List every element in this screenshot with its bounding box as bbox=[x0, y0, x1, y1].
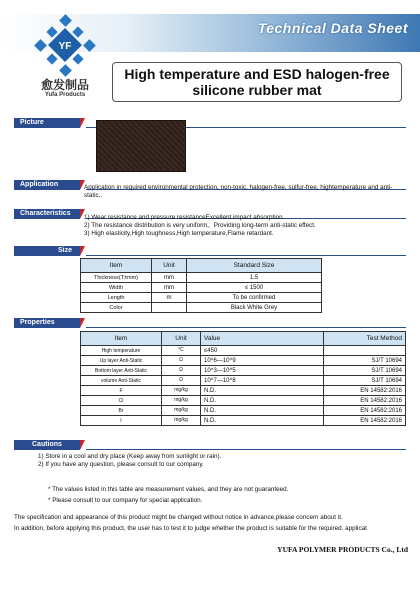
table-cell: SJ/T 10694 bbox=[324, 376, 406, 386]
table-cell: I bbox=[81, 416, 162, 426]
table-row bbox=[81, 283, 322, 293]
table-cell: EN 14582:2016 bbox=[324, 396, 406, 406]
table-cell: mg/kg bbox=[162, 416, 201, 426]
brand-chinese-name: 愈发制品 bbox=[40, 78, 89, 92]
table-cell: N.D. bbox=[201, 386, 324, 396]
table-cell: mm bbox=[152, 273, 187, 283]
prop-header-unit: Unit bbox=[162, 332, 201, 346]
table-cell: Br bbox=[81, 406, 162, 416]
logo-text: YF bbox=[58, 41, 72, 52]
table-cell: ≤ 1500 bbox=[187, 283, 322, 293]
table-cell: To be confirmed bbox=[187, 293, 322, 303]
characteristic-item: 2) The resistance distribution is very uniform。Providing long-term anti-static effect. bbox=[84, 222, 316, 229]
product-title bbox=[113, 66, 401, 98]
table-cell: 1.5 bbox=[187, 273, 322, 283]
table-cell: N.D. bbox=[201, 406, 324, 416]
table-cell: EN 14582:2016 bbox=[324, 386, 406, 396]
table-row bbox=[81, 346, 406, 356]
prop-header-item: Item bbox=[81, 332, 162, 346]
table-cell: 10^3—10^5 bbox=[201, 366, 324, 376]
section-size: Size bbox=[14, 246, 80, 256]
note-item: * Please consult to our company for special application. bbox=[48, 497, 203, 504]
section-characteristics: Characteristics bbox=[14, 209, 80, 219]
prop-header-test-method: Test Method bbox=[324, 332, 406, 346]
section-divider bbox=[86, 327, 406, 328]
table-cell: mg/kg bbox=[162, 386, 201, 396]
document-title: Technical Data Sheet bbox=[257, 20, 408, 36]
product-title-line2: silicone rubber mat bbox=[192, 82, 322, 98]
table-cell: SJ/T 10694 bbox=[324, 366, 406, 376]
table-cell: ≤450 bbox=[201, 346, 324, 356]
table-cell: mg/kg bbox=[162, 406, 201, 416]
table-cell: mg/kg bbox=[162, 396, 201, 406]
table-cell: Up layer Anti-Static bbox=[81, 356, 162, 366]
table-cell: Ω bbox=[162, 376, 201, 386]
section-divider bbox=[86, 449, 406, 450]
section-properties: Properties bbox=[14, 318, 80, 328]
table-row bbox=[81, 376, 406, 386]
table-cell: Cl bbox=[81, 396, 162, 406]
table-row bbox=[81, 303, 322, 313]
table-cell: Ω bbox=[162, 366, 201, 376]
table-cell: mm bbox=[152, 283, 187, 293]
prop-header-value: Value bbox=[201, 332, 324, 346]
table-row bbox=[81, 406, 406, 416]
section-divider bbox=[86, 255, 406, 256]
table-cell: Bottom layer Anti-Static bbox=[81, 366, 162, 376]
size-header-item: Item bbox=[81, 259, 152, 273]
header bbox=[0, 0, 420, 112]
section-cautions: Cautions bbox=[14, 440, 80, 450]
caution-item: 1) Store in a cool and dry place (Keep away from sunlight or rain). bbox=[38, 453, 222, 460]
section-application: Application bbox=[14, 180, 80, 190]
table-cell bbox=[324, 346, 406, 356]
caution-item: 2) If you have any question, please consult to our company. bbox=[38, 461, 204, 468]
table-cell: Black White Grey bbox=[187, 303, 322, 313]
table-cell: EN 14582:2016 bbox=[324, 406, 406, 416]
table-cell: 10^6—10^9 bbox=[201, 356, 324, 366]
table-cell: High temperature bbox=[81, 346, 162, 356]
table-row bbox=[81, 356, 406, 366]
brand-english-name: Yufa Products bbox=[44, 92, 86, 98]
application-text: Application in required environmental protection, non-toxic, halogen-free, sulfur-free, hightemperature and anti-static.. bbox=[84, 184, 393, 199]
table-cell: EN 14582:2016 bbox=[324, 416, 406, 426]
table-cell bbox=[152, 303, 187, 313]
company-logo bbox=[30, 14, 100, 78]
table-cell: m bbox=[152, 293, 187, 303]
table-cell: 10^7—10^8 bbox=[201, 376, 324, 386]
table-row bbox=[81, 396, 406, 406]
properties-table bbox=[80, 331, 406, 426]
size-table bbox=[80, 258, 322, 313]
table-cell: Ω bbox=[162, 356, 201, 366]
table-cell: Thickness(T±mm) bbox=[81, 273, 152, 283]
table-cell: Color bbox=[81, 303, 152, 313]
table-cell: °C bbox=[162, 346, 201, 356]
product-title-box bbox=[112, 62, 402, 102]
table-cell: volume Anti-Static bbox=[81, 376, 162, 386]
table-cell: Length bbox=[81, 293, 152, 303]
size-header-unit: Unit bbox=[152, 259, 187, 273]
notes-list bbox=[48, 484, 408, 506]
table-row bbox=[81, 366, 406, 376]
size-header-standard: Standard Size bbox=[187, 259, 322, 273]
characteristics-list bbox=[84, 214, 406, 238]
table-cell: Width bbox=[81, 283, 152, 293]
table-cell: F bbox=[81, 386, 162, 396]
company-name: YUFA POLYMER PRODUCTS Co., Ltd bbox=[277, 545, 408, 554]
note-item: * The values listed in this table are measurement values, and they are not guaranteed. bbox=[48, 486, 289, 493]
characteristic-item: 3) High elasticity,High toughness,High temperature,Flame retardant. bbox=[84, 230, 274, 237]
table-cell: N.D. bbox=[201, 416, 324, 426]
section-picture: Picture bbox=[14, 118, 80, 128]
table-row bbox=[81, 293, 322, 303]
table-cell: N.D. bbox=[201, 396, 324, 406]
product-photo bbox=[96, 120, 186, 172]
table-row bbox=[81, 273, 322, 283]
footer-disclaimer-2: In addition, before applying this product, the user has to test it to judge whether the product is suitable for the required. applicat bbox=[14, 525, 367, 532]
footer-disclaimer-1: The specification and appearance of this product might be changed without notice in advance,please concern about it. bbox=[14, 514, 343, 521]
table-row bbox=[81, 386, 406, 396]
cautions-list bbox=[38, 453, 398, 469]
table-cell: SJ/T 10694 bbox=[324, 356, 406, 366]
table-row bbox=[81, 416, 406, 426]
characteristic-item: 1) Wear resistance and pressure resistanceExcellent impact absorption. bbox=[84, 214, 285, 221]
product-title-line1: High temperature and ESD halogen-free bbox=[124, 66, 390, 82]
